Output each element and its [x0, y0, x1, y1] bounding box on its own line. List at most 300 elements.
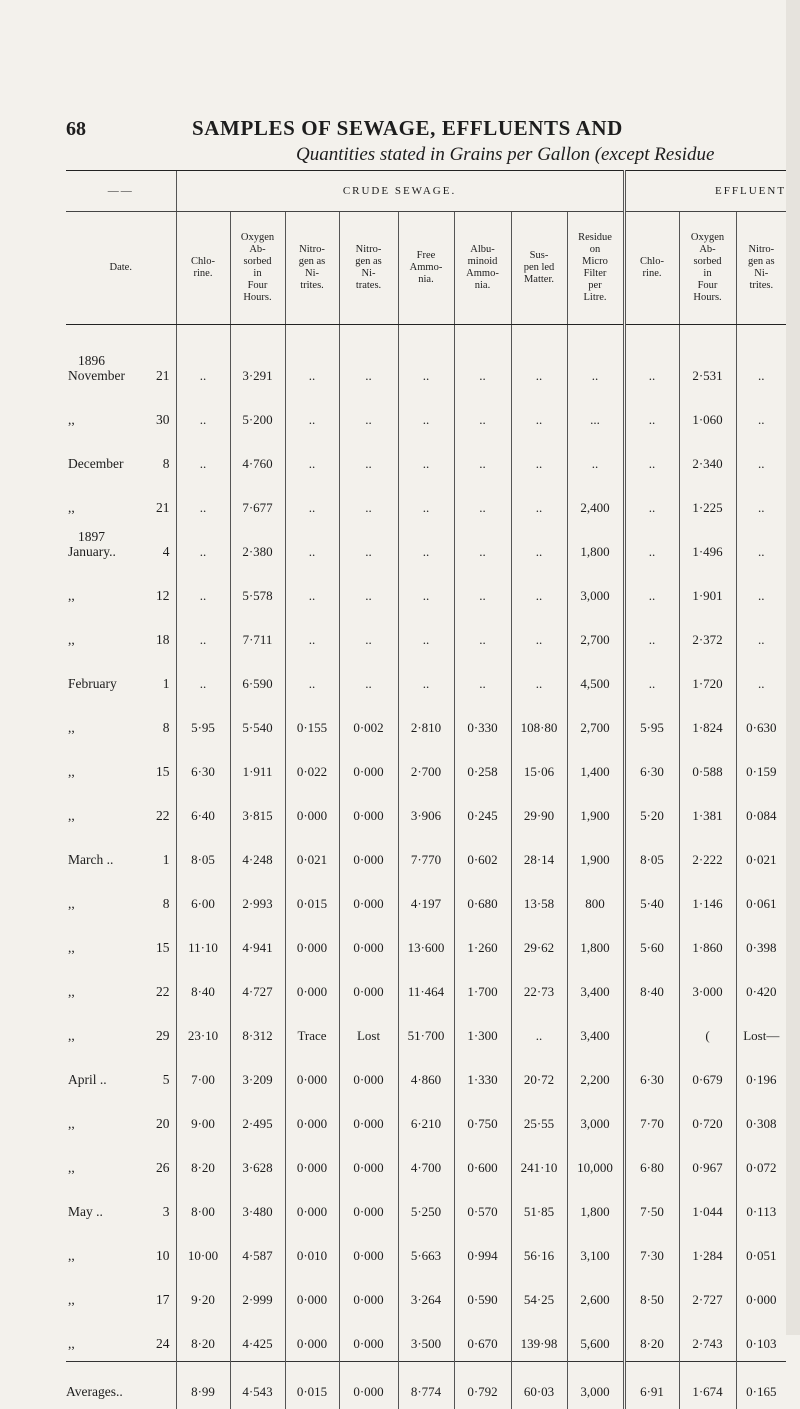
value-cell: ..	[511, 481, 567, 525]
value-cell: ..	[624, 657, 679, 701]
value-cell: 1,900	[567, 789, 624, 833]
value-cell: ..	[339, 325, 398, 394]
running-title: SAMPLES OF SEWAGE, EFFLUENTS AND	[192, 116, 623, 141]
column-header: Oxygen Ab- sorbed in Four Hours.	[679, 212, 736, 325]
value-cell: 1·300	[454, 1009, 511, 1053]
value-cell: ..	[339, 657, 398, 701]
value-cell: 6·00	[176, 877, 230, 921]
column-header: Nitro- gen as Ni- trates.	[339, 212, 398, 325]
value-cell: 4·941	[230, 921, 285, 965]
date-cell	[66, 1185, 176, 1229]
value-cell: 1·284	[679, 1229, 736, 1273]
day-label: 17	[156, 1292, 170, 1308]
value-cell: 4·860	[398, 1053, 454, 1097]
month-label: ,,	[68, 1160, 75, 1176]
value-cell: 0·159	[736, 745, 786, 789]
value-cell: 2·993	[230, 877, 285, 921]
value-cell: ..	[176, 437, 230, 481]
value-cell: ..	[511, 393, 567, 437]
value-cell: 0·588	[679, 745, 736, 789]
value-cell: 1·381	[679, 789, 736, 833]
value-cell: ..	[398, 657, 454, 701]
value-cell: 1·044	[679, 1185, 736, 1229]
value-cell: 1·330	[454, 1053, 511, 1097]
column-header-row	[66, 212, 786, 325]
value-cell: 3·480	[230, 1185, 285, 1229]
value-cell: 1·060	[679, 393, 736, 437]
value-cell: 6·30	[624, 1053, 679, 1097]
table-row	[66, 393, 786, 437]
value-cell: ..	[285, 569, 339, 613]
corner-cell: ——	[66, 171, 176, 212]
value-cell: 22·73	[511, 965, 567, 1009]
table-row	[66, 965, 786, 1009]
value-cell: 8·20	[176, 1317, 230, 1362]
value-cell: 4·197	[398, 877, 454, 921]
value-cell: 0·000	[285, 1141, 339, 1185]
value-cell: 5·663	[398, 1229, 454, 1273]
month-label: November	[68, 368, 125, 384]
value-cell: ..	[624, 569, 679, 613]
page-edge	[786, 0, 800, 1335]
month-label: ,,	[68, 720, 75, 736]
value-cell: 2·700	[398, 745, 454, 789]
table-row	[66, 481, 786, 525]
value-cell: ..	[285, 437, 339, 481]
table-row	[66, 833, 786, 877]
value-cell: 0·330	[454, 701, 511, 745]
date-cell	[66, 1273, 176, 1317]
value-cell: 8·20	[624, 1317, 679, 1362]
crude-sewage-group-header: CRUDE SEWAGE.	[176, 171, 624, 212]
day-label: 1	[163, 676, 170, 692]
value-cell: ..	[511, 569, 567, 613]
value-cell: 0·602	[454, 833, 511, 877]
date-cell	[66, 789, 176, 833]
value-cell: 0·590	[454, 1273, 511, 1317]
date-cell	[66, 965, 176, 1009]
value-cell: 0·000	[736, 1273, 786, 1317]
value-cell: 51·85	[511, 1185, 567, 1229]
value-cell: 8·05	[624, 833, 679, 877]
value-cell: 0·002	[339, 701, 398, 745]
date-cell	[66, 437, 176, 481]
value-cell: ..	[398, 481, 454, 525]
value-cell: 4·587	[230, 1229, 285, 1273]
value-cell: 0·084	[736, 789, 786, 833]
average-value-cell: 3,000	[567, 1362, 624, 1409]
value-cell: 4·760	[230, 437, 285, 481]
value-cell	[624, 1009, 679, 1053]
date-cell	[66, 613, 176, 657]
value-cell: 7·00	[176, 1053, 230, 1097]
value-cell: 0·245	[454, 789, 511, 833]
value-cell: ..	[624, 437, 679, 481]
value-cell: 0·021	[736, 833, 786, 877]
day-label: 1	[163, 852, 170, 868]
value-cell: 0·994	[454, 1229, 511, 1273]
column-header: Residue on Micro Filter per Litre.	[567, 212, 624, 325]
value-cell: ..	[567, 325, 624, 394]
table-row	[66, 745, 786, 789]
value-cell: 5·578	[230, 569, 285, 613]
table-row	[66, 1053, 786, 1097]
value-cell: 1·901	[679, 569, 736, 613]
value-cell: ..	[454, 613, 511, 657]
average-value-cell: 0·165	[736, 1362, 786, 1409]
month-label: ,,	[68, 764, 75, 780]
date-cell	[66, 393, 176, 437]
value-cell: ..	[624, 481, 679, 525]
month-label: ,,	[68, 896, 75, 912]
value-cell: 108·80	[511, 701, 567, 745]
value-cell: 5,600	[567, 1317, 624, 1362]
column-header: Chlo- rine.	[176, 212, 230, 325]
value-cell: 0·000	[339, 1185, 398, 1229]
value-cell: 0·308	[736, 1097, 786, 1141]
value-cell: ..	[511, 325, 567, 394]
value-cell: 54·25	[511, 1273, 567, 1317]
value-cell: 15·06	[511, 745, 567, 789]
average-value-cell: 0·792	[454, 1362, 511, 1409]
value-cell: 1·860	[679, 921, 736, 965]
value-cell: ..	[398, 525, 454, 569]
value-cell: 0·113	[736, 1185, 786, 1229]
value-cell: 6·80	[624, 1141, 679, 1185]
value-cell: 0·061	[736, 877, 786, 921]
value-cell: ..	[736, 657, 786, 701]
value-cell: 0·000	[285, 789, 339, 833]
value-cell: 0·000	[339, 745, 398, 789]
value-cell: Lost—	[736, 1009, 786, 1053]
day-label: 30	[156, 412, 170, 428]
year-label: 1896	[78, 354, 176, 368]
sewage-data-table	[66, 170, 786, 1409]
value-cell: 5·200	[230, 393, 285, 437]
table-row	[66, 921, 786, 965]
day-label: 21	[156, 368, 170, 384]
value-cell: 3·291	[230, 325, 285, 394]
value-cell: ..	[398, 569, 454, 613]
value-cell: ..	[736, 569, 786, 613]
value-cell: 0·720	[679, 1097, 736, 1141]
date-cell	[66, 569, 176, 613]
value-cell: 8·05	[176, 833, 230, 877]
value-cell: 0·010	[285, 1229, 339, 1273]
value-cell: ..	[624, 525, 679, 569]
month-label: ,,	[68, 500, 75, 516]
value-cell: 29·90	[511, 789, 567, 833]
year-label: 1897	[78, 530, 176, 544]
value-cell: 800	[567, 877, 624, 921]
day-label: 20	[156, 1116, 170, 1132]
value-cell: 4·425	[230, 1317, 285, 1362]
value-cell: 0·680	[454, 877, 511, 921]
value-cell: 6·30	[624, 745, 679, 789]
value-cell: 139·98	[511, 1317, 567, 1362]
value-cell: ..	[624, 613, 679, 657]
day-label: 26	[156, 1160, 170, 1176]
day-label: 8	[163, 720, 170, 736]
value-cell: 0·000	[339, 877, 398, 921]
value-cell: ..	[339, 393, 398, 437]
value-cell: 8·50	[624, 1273, 679, 1317]
value-cell: 6·210	[398, 1097, 454, 1141]
table-row	[66, 1229, 786, 1273]
value-cell: ..	[454, 657, 511, 701]
value-cell: ..	[454, 325, 511, 394]
value-cell: 23·10	[176, 1009, 230, 1053]
value-cell: ..	[454, 569, 511, 613]
day-label: 8	[163, 456, 170, 472]
value-cell: ..	[454, 437, 511, 481]
value-cell: 0·015	[285, 877, 339, 921]
value-cell: 2·495	[230, 1097, 285, 1141]
value-cell: ..	[454, 481, 511, 525]
value-cell: ..	[285, 657, 339, 701]
value-cell: 11·464	[398, 965, 454, 1009]
value-cell: 0·630	[736, 701, 786, 745]
value-cell: 8·00	[176, 1185, 230, 1229]
value-cell: 29·62	[511, 921, 567, 965]
value-cell: 5·20	[624, 789, 679, 833]
value-cell: ..	[454, 393, 511, 437]
column-header: Free Ammo- nia.	[398, 212, 454, 325]
value-cell: 3,400	[567, 965, 624, 1009]
value-cell: 8·40	[624, 965, 679, 1009]
value-cell: 4·700	[398, 1141, 454, 1185]
date-cell	[66, 1009, 176, 1053]
value-cell: 1·911	[230, 745, 285, 789]
value-cell: 5·40	[624, 877, 679, 921]
month-label: March ..	[68, 852, 113, 868]
column-header: Chlo- rine.	[624, 212, 679, 325]
value-cell: ..	[176, 481, 230, 525]
value-cell: 3·815	[230, 789, 285, 833]
value-cell: ..	[285, 325, 339, 394]
date-cell	[66, 833, 176, 877]
value-cell: 0·570	[454, 1185, 511, 1229]
column-header: Albu- minoid Ammo- nia.	[454, 212, 511, 325]
value-cell: ..	[511, 613, 567, 657]
page-header	[0, 0, 800, 150]
value-cell: 6·40	[176, 789, 230, 833]
value-cell: 2·340	[679, 437, 736, 481]
column-header: Oxygen Ab- sorbed in Four Hours.	[230, 212, 285, 325]
value-cell: 1·824	[679, 701, 736, 745]
value-cell: 0·000	[339, 789, 398, 833]
value-cell: Lost	[339, 1009, 398, 1053]
date-cell	[66, 525, 176, 569]
average-value-cell: 6·91	[624, 1362, 679, 1409]
value-cell: ..	[176, 613, 230, 657]
value-cell: 5·540	[230, 701, 285, 745]
day-label: 21	[156, 500, 170, 516]
value-cell: ..	[176, 325, 230, 394]
value-cell: 0·000	[285, 1053, 339, 1097]
value-cell: 56·16	[511, 1229, 567, 1273]
value-cell: 1·496	[679, 525, 736, 569]
month-label: ,,	[68, 1116, 75, 1132]
averages-row	[66, 1362, 786, 1409]
value-cell: 0·021	[285, 833, 339, 877]
table-row	[66, 1317, 786, 1362]
value-cell: 2,200	[567, 1053, 624, 1097]
date-cell	[66, 481, 176, 525]
value-cell: 0·000	[285, 965, 339, 1009]
value-cell: 3·264	[398, 1273, 454, 1317]
value-cell: 3·628	[230, 1141, 285, 1185]
value-cell: 3,000	[567, 569, 624, 613]
value-cell: 0·051	[736, 1229, 786, 1273]
day-label: 12	[156, 588, 170, 604]
value-cell: 0·420	[736, 965, 786, 1009]
value-cell: ..	[736, 325, 786, 394]
value-cell: 3·000	[679, 965, 736, 1009]
effluent-group-header: EFFLUENT	[624, 171, 786, 212]
value-cell: 1,900	[567, 833, 624, 877]
value-cell: 0·000	[339, 833, 398, 877]
value-cell: 0·600	[454, 1141, 511, 1185]
value-cell: 25·55	[511, 1097, 567, 1141]
value-cell: ..	[176, 569, 230, 613]
value-cell: ..	[398, 325, 454, 394]
value-cell: ..	[285, 525, 339, 569]
value-cell: ...	[567, 393, 624, 437]
value-cell: ..	[398, 613, 454, 657]
value-cell: 9·20	[176, 1273, 230, 1317]
average-value-cell: 8·774	[398, 1362, 454, 1409]
value-cell: 2·743	[679, 1317, 736, 1362]
day-label: 10	[156, 1248, 170, 1264]
value-cell: 3,100	[567, 1229, 624, 1273]
value-cell: 0·670	[454, 1317, 511, 1362]
value-cell: ..	[567, 437, 624, 481]
value-cell: ..	[398, 393, 454, 437]
value-cell: 7·30	[624, 1229, 679, 1273]
averages-label: Averages..	[66, 1362, 176, 1409]
table-row	[66, 1009, 786, 1053]
value-cell: 4·248	[230, 833, 285, 877]
value-cell: 2·999	[230, 1273, 285, 1317]
value-cell: 0·000	[285, 1273, 339, 1317]
value-cell: 5·95	[624, 701, 679, 745]
value-cell: 13·58	[511, 877, 567, 921]
value-cell: 1·260	[454, 921, 511, 965]
table-row	[66, 1141, 786, 1185]
value-cell: 0·022	[285, 745, 339, 789]
value-cell: 1·720	[679, 657, 736, 701]
table-row	[66, 877, 786, 921]
table-row	[66, 701, 786, 745]
value-cell: 6·30	[176, 745, 230, 789]
day-label: 29	[156, 1028, 170, 1044]
value-cell: 0·000	[339, 1097, 398, 1141]
table-subtitle: Quantities stated in Grains per Gallon (except Residue	[296, 144, 714, 166]
value-cell: 3·500	[398, 1317, 454, 1362]
value-cell: ..	[398, 437, 454, 481]
month-label: February	[68, 676, 117, 692]
date-cell	[66, 1141, 176, 1185]
table-row	[66, 569, 786, 613]
value-cell: 7·50	[624, 1185, 679, 1229]
value-cell: 0·000	[339, 1141, 398, 1185]
value-cell: ..	[624, 393, 679, 437]
value-cell: 11·10	[176, 921, 230, 965]
value-cell: ..	[624, 325, 679, 394]
value-cell: 1,800	[567, 1185, 624, 1229]
value-cell: 0·750	[454, 1097, 511, 1141]
month-label: December	[68, 456, 123, 472]
day-label: 18	[156, 632, 170, 648]
value-cell: 3,000	[567, 1097, 624, 1141]
value-cell: ..	[176, 525, 230, 569]
value-cell: 0·000	[339, 1229, 398, 1273]
value-cell: ..	[511, 525, 567, 569]
value-cell: 0·000	[339, 1317, 398, 1362]
table-body	[66, 325, 786, 1409]
value-cell: 0·000	[339, 921, 398, 965]
value-cell: 4·727	[230, 965, 285, 1009]
value-cell: 241·10	[511, 1141, 567, 1185]
month-label: ,,	[68, 1248, 75, 1264]
value-cell: 3·906	[398, 789, 454, 833]
table-row	[66, 437, 786, 481]
value-cell: 2,400	[567, 481, 624, 525]
value-cell: ..	[339, 613, 398, 657]
value-cell: 10,000	[567, 1141, 624, 1185]
value-cell: 0·103	[736, 1317, 786, 1362]
value-cell: ..	[736, 481, 786, 525]
value-cell: (	[679, 1009, 736, 1053]
average-value-cell: 4·543	[230, 1362, 285, 1409]
value-cell: ..	[511, 657, 567, 701]
month-label: ,,	[68, 588, 75, 604]
day-label: 22	[156, 808, 170, 824]
month-label: January..	[68, 544, 116, 560]
value-cell: ..	[339, 481, 398, 525]
value-cell: 10·00	[176, 1229, 230, 1273]
value-cell: ..	[736, 437, 786, 481]
value-cell: 7·770	[398, 833, 454, 877]
value-cell: 13·600	[398, 921, 454, 965]
date-cell	[66, 1053, 176, 1097]
value-cell: 4,500	[567, 657, 624, 701]
value-cell: 0·967	[679, 1141, 736, 1185]
day-label: 22	[156, 984, 170, 1000]
value-cell: 0·679	[679, 1053, 736, 1097]
date-cell	[66, 657, 176, 701]
value-cell: 28·14	[511, 833, 567, 877]
table-row	[66, 1097, 786, 1141]
value-cell: 2,700	[567, 613, 624, 657]
day-label: 15	[156, 940, 170, 956]
value-cell: 2·380	[230, 525, 285, 569]
value-cell: 2·727	[679, 1273, 736, 1317]
value-cell: ..	[736, 525, 786, 569]
value-cell: 0·258	[454, 745, 511, 789]
value-cell: 5·250	[398, 1185, 454, 1229]
value-cell: 8·40	[176, 965, 230, 1009]
value-cell: ..	[285, 393, 339, 437]
value-cell: 0·000	[285, 1317, 339, 1362]
value-cell: ..	[176, 657, 230, 701]
table-row	[66, 325, 786, 394]
value-cell: 2·372	[679, 613, 736, 657]
value-cell: ..	[454, 525, 511, 569]
value-cell: 7·677	[230, 481, 285, 525]
value-cell: 8·312	[230, 1009, 285, 1053]
